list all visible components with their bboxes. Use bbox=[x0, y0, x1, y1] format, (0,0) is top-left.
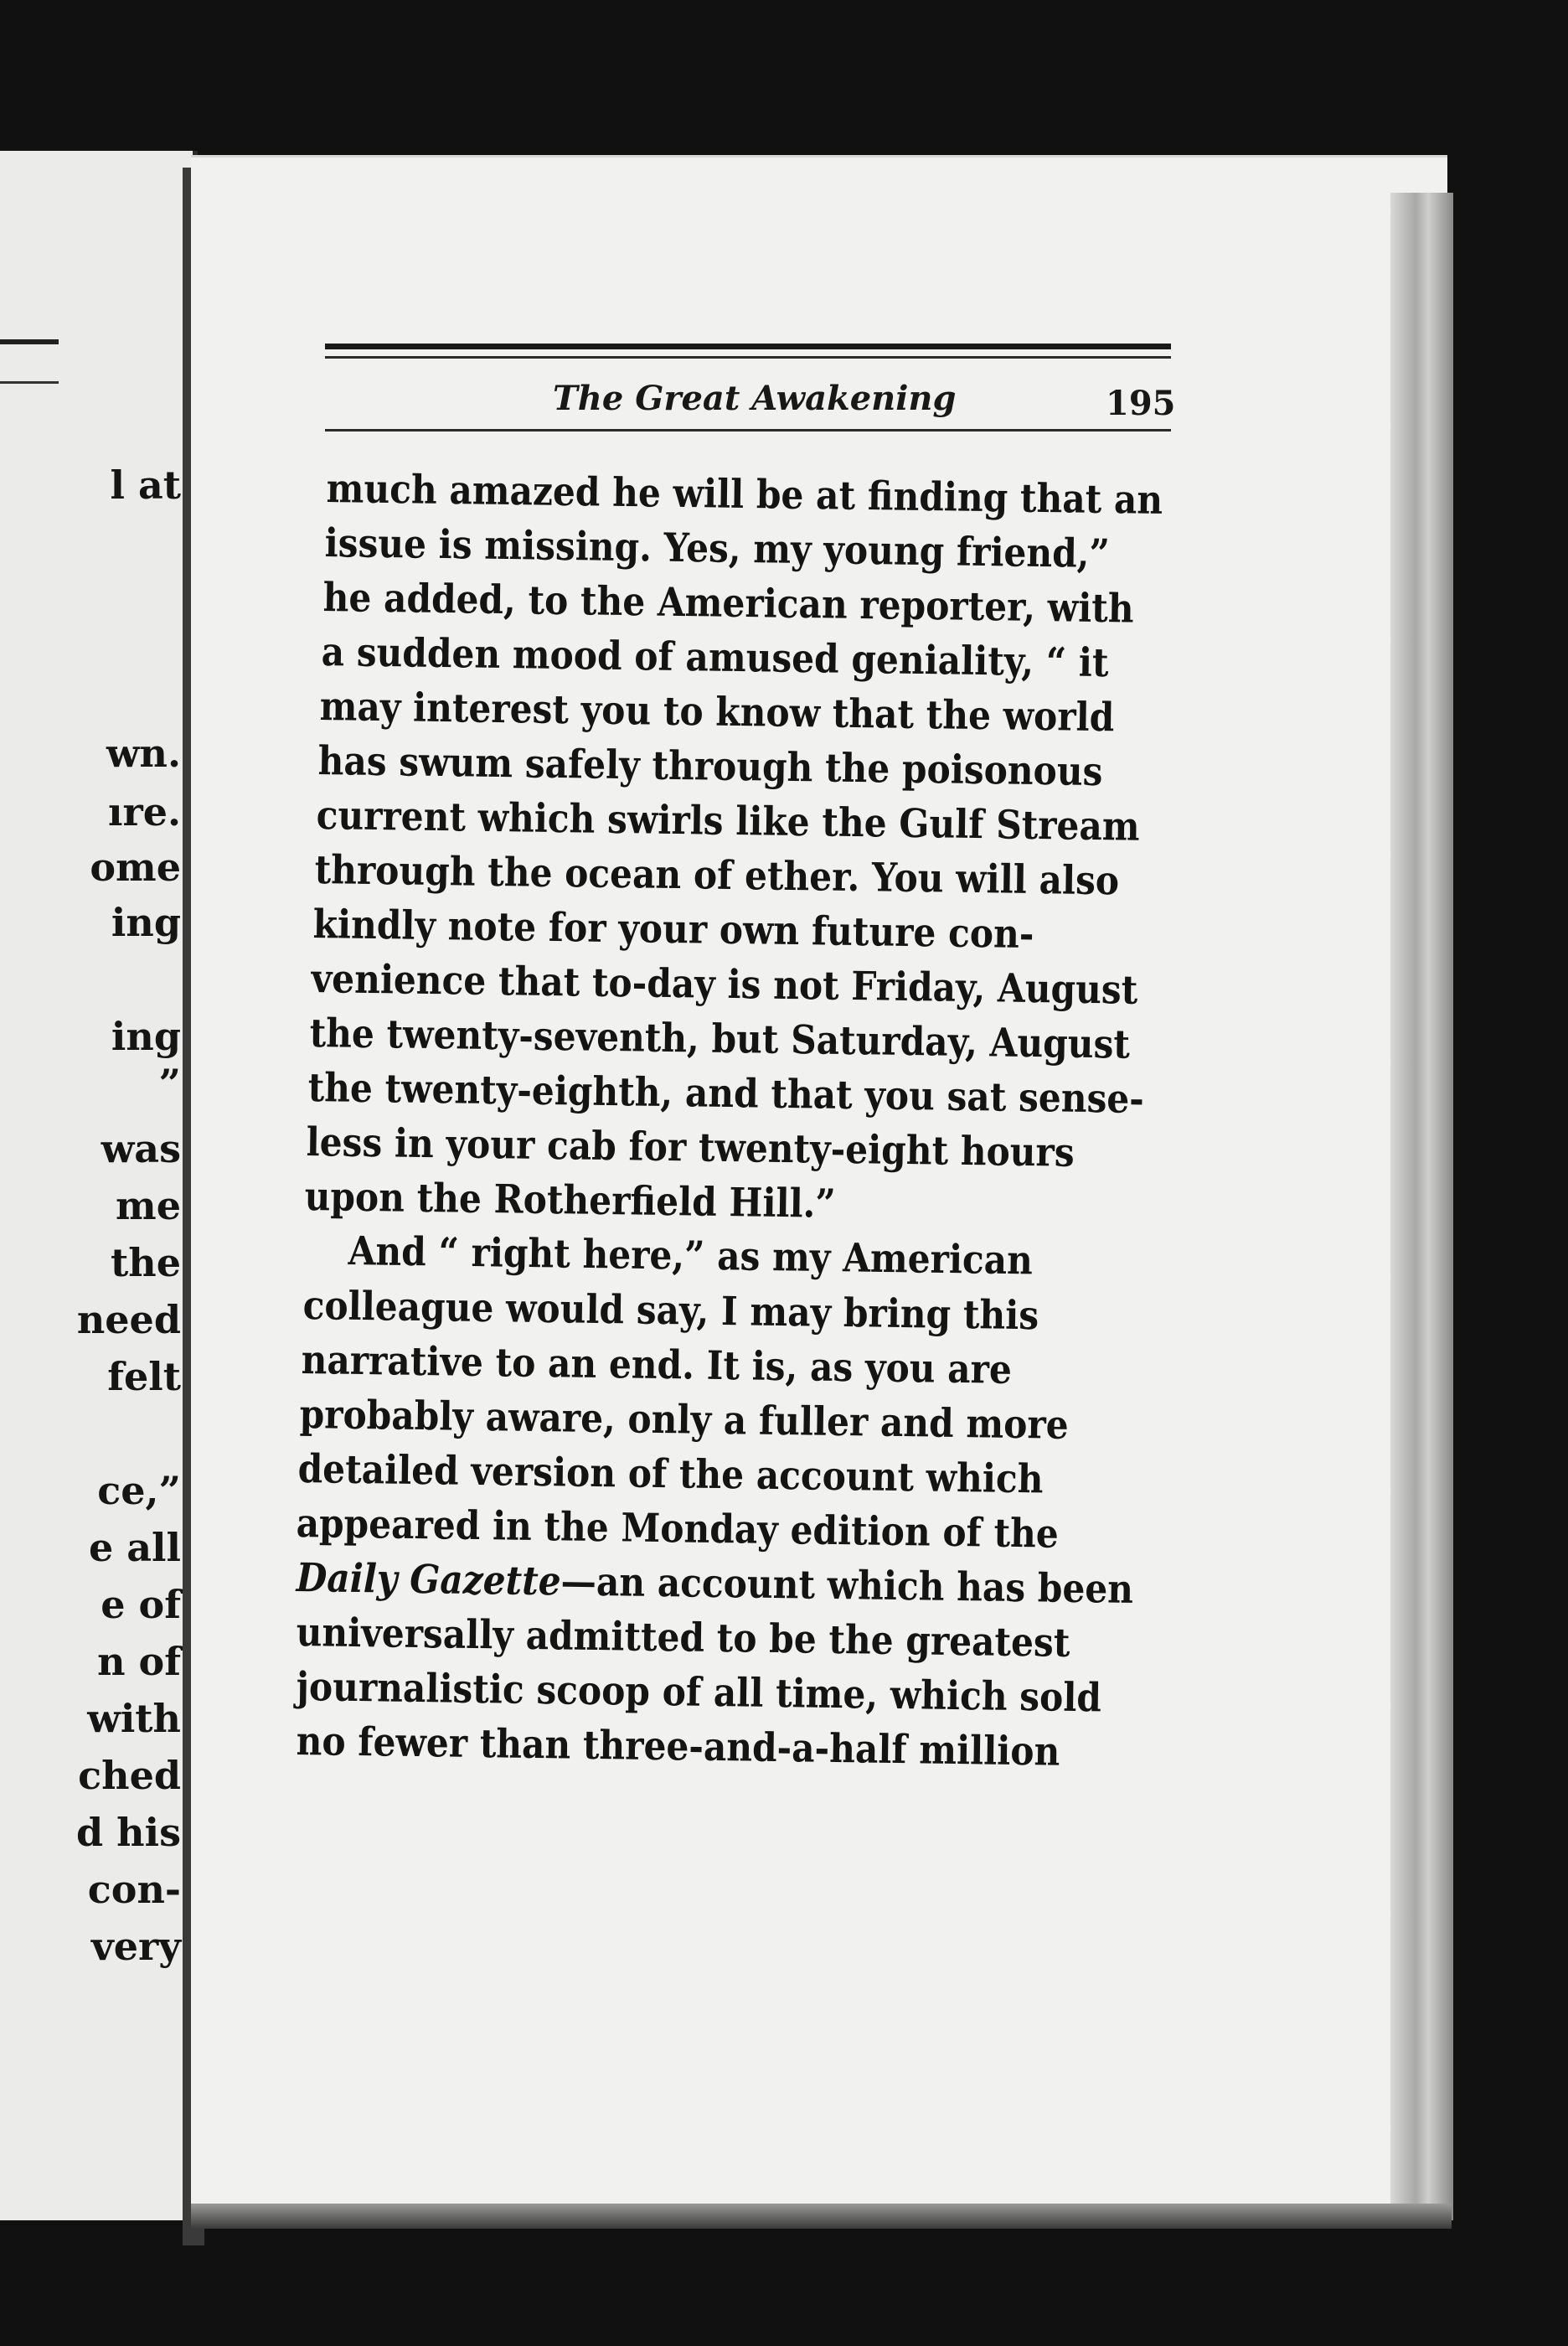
text-line: kindly note for your own future con- bbox=[312, 902, 1034, 959]
text-line-rest: —an account which has been bbox=[560, 1558, 1134, 1613]
page-edge bbox=[1390, 193, 1453, 2220]
text-line: colleague would say, I may bring this bbox=[302, 1283, 1039, 1340]
left-fragment: with bbox=[87, 1696, 181, 1741]
text-line: less in your cab for twenty-eight hours bbox=[306, 1119, 1075, 1176]
left-fragment: n of bbox=[97, 1639, 181, 1684]
text-line: a sudden mood of amused geniality, “ it bbox=[321, 629, 1109, 687]
left-fragment: con- bbox=[87, 1867, 181, 1912]
text-line: has swum safely through the poisonous bbox=[317, 738, 1103, 796]
page-bottom-shadow bbox=[191, 2204, 1452, 2229]
text-line: venience that to-day is not Friday, August bbox=[311, 956, 1138, 1014]
publication-name: Daily Gazette bbox=[296, 1555, 562, 1605]
left-fragment: l at bbox=[110, 462, 181, 508]
left-fragment: ched bbox=[78, 1753, 181, 1798]
text-line: upon the Rotherfield Hill.” bbox=[304, 1174, 837, 1227]
left-fragment: e of bbox=[101, 1582, 181, 1627]
left-header-rule-thin bbox=[0, 381, 59, 384]
header-rule-thin bbox=[325, 356, 1171, 359]
header-underline bbox=[325, 429, 1171, 431]
left-fragment: ıre. bbox=[108, 789, 181, 835]
left-fragment: need bbox=[76, 1297, 181, 1342]
left-fragment: e all bbox=[88, 1525, 181, 1570]
text-line: universally admitted to be the greatest bbox=[296, 1610, 1070, 1666]
text-line bbox=[296, 1555, 1134, 1613]
text-line: current which swirls like the Gulf Stream bbox=[316, 793, 1140, 850]
text-line: the twenty-seventh, but Saturday, August bbox=[309, 1010, 1131, 1068]
text-line: the twenty-eighth, and that you sat sense- bbox=[307, 1065, 1145, 1123]
text-line: much amazed he will be at finding that an bbox=[326, 466, 1163, 524]
left-fragment: ing bbox=[111, 1014, 181, 1059]
left-fragment: ome bbox=[90, 845, 181, 890]
text-line: journalistic scoop of all time, which sold bbox=[296, 1664, 1102, 1722]
text-line: probably aware, only a fuller and more bbox=[299, 1392, 1069, 1449]
left-fragment: the bbox=[111, 1240, 181, 1285]
left-fragment: ” bbox=[158, 1061, 181, 1106]
text-line: issue is missing. Yes, my young friend,” bbox=[324, 520, 1111, 578]
running-title: The Great Awakening bbox=[553, 379, 957, 418]
left-page bbox=[0, 151, 198, 2220]
text-line: he added, to the American reporter, with bbox=[322, 575, 1134, 633]
text-line: through the ocean of ether. You will also bbox=[314, 847, 1120, 905]
text-line: detailed version of the account which bbox=[297, 1446, 1044, 1503]
text-line: And “ right here,” as my American bbox=[348, 1228, 1034, 1284]
left-fragment: me bbox=[116, 1183, 181, 1228]
text-line: no fewer than three-and-a-half million bbox=[296, 1718, 1060, 1775]
left-fragment: ce,” bbox=[97, 1468, 181, 1513]
text-line: narrative to an end. It is, as you are bbox=[301, 1337, 1013, 1393]
text-line: may interest you to know that the world bbox=[319, 684, 1115, 742]
text-line: appeared in the Monday edition of the bbox=[296, 1501, 1060, 1558]
left-header-rule bbox=[0, 339, 59, 344]
left-fragment: felt bbox=[107, 1354, 181, 1399]
left-fragment: ing bbox=[111, 900, 181, 945]
left-fragment: was bbox=[101, 1126, 181, 1171]
left-fragment: very bbox=[91, 1924, 181, 1969]
left-fragment: d his bbox=[76, 1810, 181, 1855]
header-rule bbox=[325, 344, 1171, 349]
page-number: 195 bbox=[1106, 384, 1176, 423]
left-fragment: wn. bbox=[106, 731, 181, 776]
